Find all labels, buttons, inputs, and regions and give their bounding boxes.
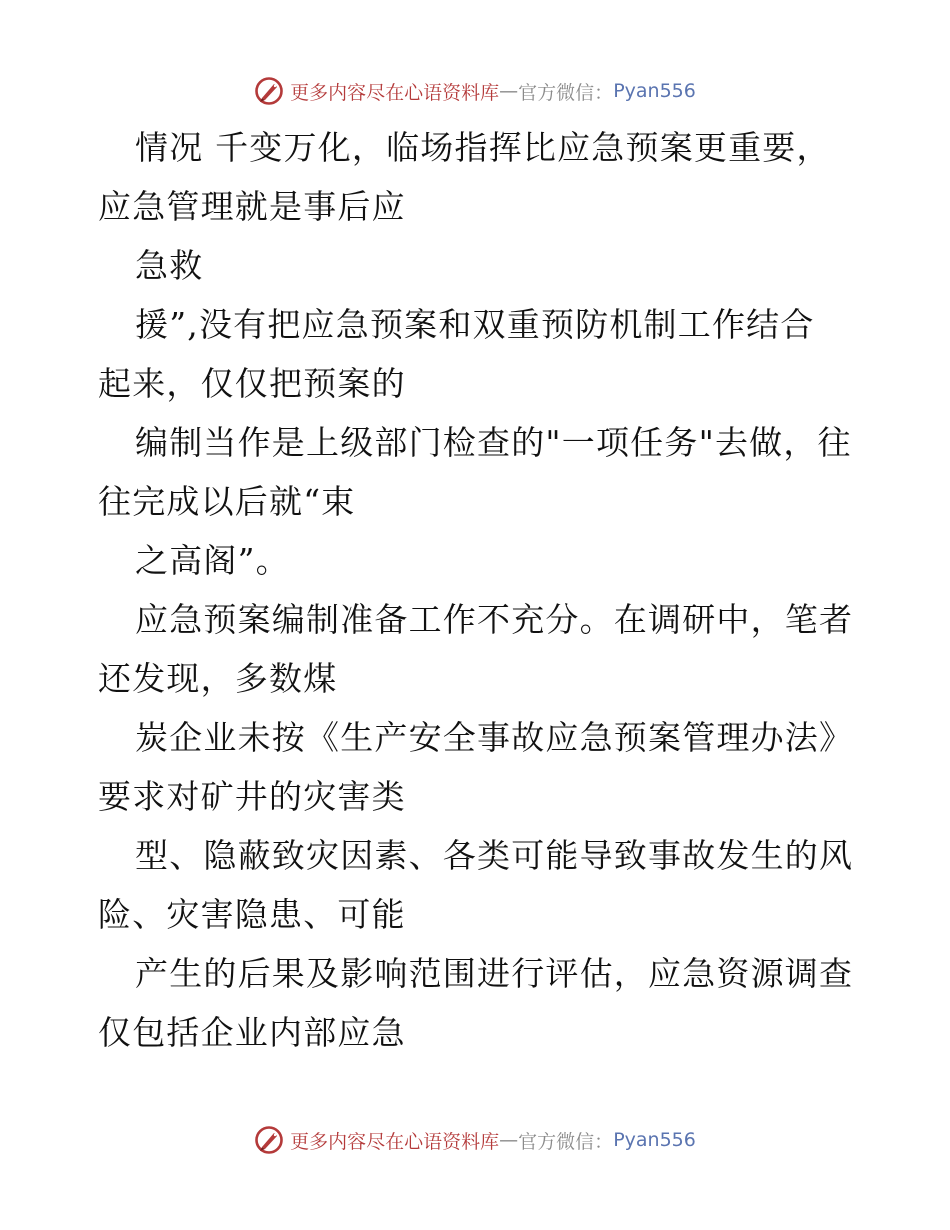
paragraph <box>0 590 950 708</box>
paragraph <box>0 118 950 236</box>
banner-contact-id: Pyan556 <box>613 1129 696 1151</box>
paragraph-line: 之高阁”。 <box>135 541 290 580</box>
paragraph <box>0 944 950 1062</box>
paragraph-line: 应急管理就是事后应 <box>98 187 406 226</box>
paragraph-line: 要求对矿井的灾害类 <box>98 777 406 816</box>
paragraph-line: 编制当作是上级部门检查的"一项任务"去做，往 <box>135 423 852 462</box>
paragraph-line: 炭企业未按《生产安全事故应急预案管理办法》 <box>135 718 854 757</box>
banner-dash: — <box>499 80 519 102</box>
banner-brand: 更多内容尽在心语资料库 <box>290 81 500 104</box>
paragraph-line: 险、灾害隐患、可能 <box>98 895 406 934</box>
paragraph-line: 产生的后果及影响范围进行评估，应急资源调查 <box>135 954 854 993</box>
paragraph <box>0 708 950 826</box>
banner-brand: 更多内容尽在心语资料库 <box>290 1130 500 1153</box>
footer-banner <box>0 1120 950 1160</box>
paragraph-line: 起来，仅仅把预案的 <box>98 364 406 403</box>
paragraph-line: 应急预案编制准备工作不充分。在调研中，笔者 <box>135 600 854 639</box>
header-banner <box>0 71 950 111</box>
paragraph-line: 仅包括企业内部应急 <box>98 1013 406 1052</box>
banner-dash: — <box>499 1129 519 1151</box>
paragraph-line: 情况 千变万化，临场指挥比应急预案更重要， <box>135 128 831 167</box>
banner-contact-label: 官方微信： <box>518 1130 614 1153</box>
paragraph <box>0 826 950 944</box>
paragraph-line: 还发现，多数煤 <box>98 659 338 698</box>
paragraph-line: 急救 <box>135 246 204 285</box>
paragraph-line: 往完成以后就“束 <box>98 482 356 521</box>
document-body <box>0 118 950 1062</box>
paragraph <box>0 236 950 295</box>
paragraph <box>0 295 950 413</box>
paragraph-line: 援”,没有把应急预案和双重预防机制工作结合 <box>135 305 815 344</box>
paragraph <box>0 531 950 590</box>
paragraph-line: 型、隐蔽致灾因素、各类可能导致事故发生的风 <box>135 836 854 875</box>
banner-contact-id: Pyan556 <box>613 80 696 102</box>
paragraph <box>0 413 950 531</box>
pen-nib-logo-icon <box>254 1125 284 1155</box>
banner-contact-label: 官方微信： <box>518 81 614 104</box>
pen-nib-logo-icon <box>254 76 284 106</box>
